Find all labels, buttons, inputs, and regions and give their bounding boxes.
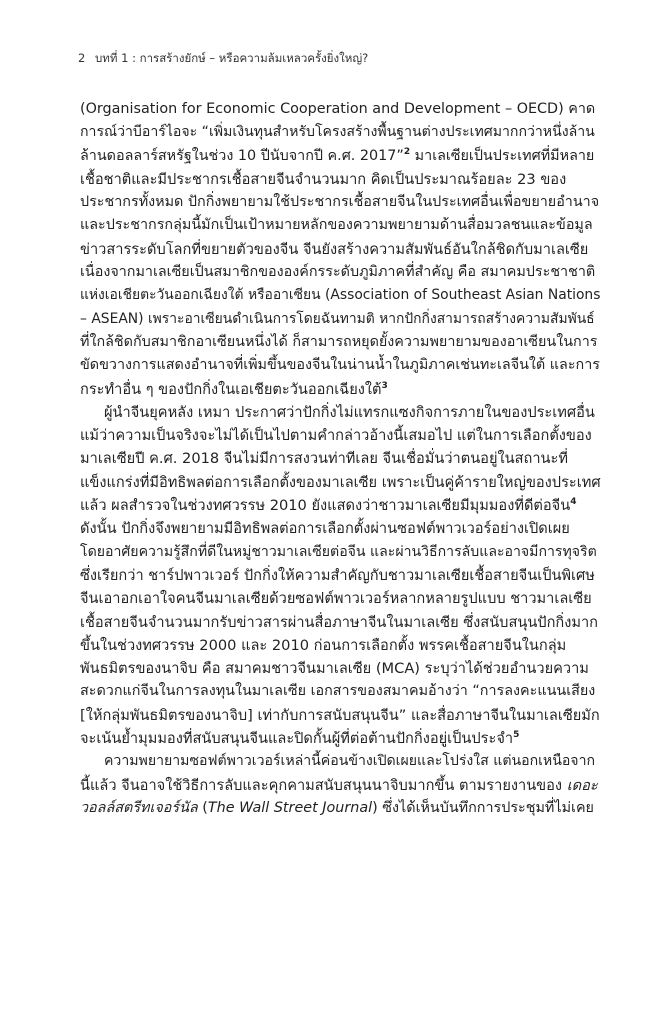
footnote-marker: 4 — [570, 497, 577, 508]
line-text: ขึ้นในช่วงทศวรรษ 2000 และ 2010 ก่อนการเลือกตั้ง พรรคเชื้อสายจีนในกลุ่ม — [80, 636, 567, 654]
line-text: มาเลเซียเป็นประเทศที่มีหลาย — [410, 147, 595, 164]
line-text: ความพยายามซอฟต์พาวเวอร์เหล่านี้ค่อนข้างเปิดเผยและโปร่งใส แต่นอกเหนือจาก — [104, 753, 596, 770]
line-text: จะเน้นย้ำมุมมองที่สนับสนุนจีนและปิดกั้นผู้ที่ต่อต้านปักกิ่งอยู่เป็นประจำ — [80, 730, 514, 748]
line-text: โดยอาศัยความรู้สึกที่ดีในหมู่ชาวมาเลเซียต่อจีน และผ่านวิธีการลับและอาจมีการทุจริต — [80, 543, 597, 560]
line-text: ประชากรทั้งหมด ปักกิ่งพยายามใช้ประชากรเชื้อสายจีนในประเทศอื่นเพื่อขยายอำนาจ — [80, 194, 600, 211]
text-line — [80, 401, 600, 424]
line-text: ล้านดอลลาร์สหรัฐในช่วง 10 ปีนับจากปี ค.ศ. 2017” — [80, 147, 404, 164]
line-text: ( — [197, 799, 208, 816]
line-text: แม้ว่าความเป็นจริงจะไม่ได้เป็นไปตามคำกล่าวอ้างนี้เสมอไป แต่ในการเลือกตั้งของ — [80, 427, 592, 445]
line-text: แข็งแกร่งที่มีอิทธิพลต่อการเลือกตั้งของมาเลเซีย เพราะเป็นคู่ค้ารายใหญ่ของประเทศ — [80, 473, 601, 491]
line-text: – ASEAN) เพราะอาเซียนดำเนินการโดยฉันทามติ หากปักกิ่งสามารถสร้างความสัมพันธ์ — [80, 310, 595, 327]
text-line — [80, 214, 600, 237]
text-line — [80, 238, 600, 261]
line-text: นี้แล้ว จีนอาจใช้วิธีการลับและคุกคามสนับสนุนนาจิบมากขึ้น ตามรายงานของ — [80, 776, 567, 794]
line-text: ผู้นำจีนยุคหลัง เหมา ประกาศว่าปักกิ่งไม่แทรกแซงกิจการภายในของประเทศอื่น — [104, 403, 595, 421]
text-line — [80, 774, 600, 797]
paragraph — [80, 98, 600, 401]
italic-text: วอลล์สตรีทเจอร์นัล — [80, 799, 198, 816]
line-text: (Organisation for Economic Cooperation and Development – OECD) คาด — [80, 101, 596, 117]
line-text: พันธมิตรของนาจิบ คือ สมาคมชาวจีนมาเลเซีย (MCA) ระบุว่าได้ช่วยอำนวยความ — [80, 660, 589, 678]
text-line — [80, 331, 600, 354]
line-text: กระทำอื่น ๆ ของปักกิ่งในเอเชียตะวันออกเฉียงใต้ — [80, 380, 382, 398]
text-line — [80, 564, 600, 587]
running-header — [78, 50, 368, 68]
line-text: ดังนั้น ปักกิ่งจึงพยายามมีอิทธิพลต่อการเลือกตั้งผ่านซอฟต์พาวเวอร์อย่างเปิดเผย — [80, 520, 570, 538]
text-line — [80, 680, 600, 703]
text-line — [80, 121, 600, 144]
line-text: เนื่องจากมาเลเซียเป็นสมาชิกขององค์กรระดับภูมิภาคที่สำคัญ คือ สมาคมประชาชาติ — [80, 264, 596, 281]
line-text: ซึ่งเรียกว่า ชาร์ปพาวเวอร์ ปักกิ่งให้ความสำคัญกับชาวมาเลเซียเชื้อสายจีนเป็นพิเศษ — [80, 566, 595, 584]
line-text: เชื้อชาติและมีประชากรเชื้อสายจีนจำนวนมาก คิดเป็นประมาณร้อยละ 23 ของ — [80, 170, 567, 188]
text-line — [80, 424, 600, 447]
text-line — [80, 447, 600, 470]
line-text: แห่งเอเชียตะวันออกเฉียงใต้ หรืออาเซียน (Association of Southeast Asian Nations — [80, 287, 601, 304]
line-text: การณ์ว่าบีอาร์ไอจะ “เพิ่มเงินทุนสำหรับโครงสร้างพื้นฐานต่างประเทศมากกว่าหนึ่งล้าน — [80, 124, 595, 141]
text-line — [80, 797, 600, 820]
italic-text: เดอะ — [566, 776, 598, 794]
line-text: และประชากรกลุ่มนี้มักเป็นเป้าหมายหลักของความพยายามด้านสื่อมวลชนและข้อมูล — [80, 217, 593, 234]
text-line — [80, 98, 600, 121]
line-text: มาเลเซียปี ค.ศ. 2018 จีนไม่มีการสงวนท่าทีเลย จีนเชื่อมั่นว่าตนอยู่ในสถานะที่ — [80, 450, 568, 468]
line-text: ข่าวสารระดับโลกที่ขยายตัวของจีน จีนยังสร้างความสัมพันธ์อันใกล้ชิดกับมาเลเซีย — [80, 240, 589, 258]
text-line — [80, 284, 600, 307]
text-line — [80, 750, 600, 773]
text-line — [80, 471, 600, 494]
text-line — [80, 657, 600, 680]
text-line — [80, 727, 600, 750]
line-text: จีนเอาอกเอาใจคนจีนมาเลเซียด้วยซอฟต์พาวเวอร์หลากหลายรูปแบบ ชาวมาเลเซีย — [80, 590, 592, 608]
text-line — [80, 541, 600, 564]
paragraph — [80, 401, 600, 750]
footnote-marker: 3 — [381, 380, 388, 391]
text-line — [80, 261, 600, 284]
line-text: แล้ว ผลสำรวจในช่วงทศวรรษ 2010 ยังแสดงว่าชาวมาเลเซียมีมุมมองที่ดีต่อจีน — [80, 497, 571, 515]
line-text: ขัดขวางการแสดงอำนาจที่เพิ่มขึ้นของจีนในน่านน้ำในภูมิภาคเช่นทะเลจีนใต้ และการ — [80, 357, 600, 374]
text-line — [80, 611, 600, 634]
text-line — [80, 634, 600, 657]
line-text: เชื้อสายจีนจำนวนมากรับข่าวสารผ่านสื่อภาษาจีนในมาเลเซีย ซึ่งสนับสนุนปักกิ่งมาก — [80, 613, 599, 631]
line-text: [ให้กลุ่มพันธมิตรของนาจิบ] เท่ากับการสนับสนุนจีน” และสื่อภาษาจีนในมาเลเซียมัก — [80, 706, 600, 724]
running-title: บทที่ 1 : การสร้างยักษ์ – หรือความล้มเหลวครั้งยิ่งใหญ่? — [94, 51, 369, 65]
page-number: 2 — [78, 51, 86, 65]
italic-text: The Wall Street Journal — [207, 799, 373, 816]
text-line — [80, 354, 600, 377]
text-line — [80, 191, 600, 214]
text-line — [80, 145, 600, 168]
footnote-marker: 2 — [403, 146, 411, 157]
text-line — [80, 587, 600, 610]
body-text — [80, 98, 600, 820]
line-text: สะดวกแก่จีนในการลงทุนในมาเลเซีย เอกสารของสมาคมอ้างว่า “การลงคะแนนเสียง — [80, 683, 596, 700]
text-line — [80, 494, 600, 517]
line-text: ที่ใกล้ชิดกับสมาชิกอาเซียนหนึ่งได้ ก็สามารถหยุดยั้งความพยายามของอาเซียนในการ — [80, 333, 598, 350]
text-line — [80, 378, 600, 401]
footnote-marker: 5 — [513, 730, 520, 741]
text-line — [80, 517, 600, 540]
text-line — [80, 168, 600, 191]
text-line — [80, 308, 600, 331]
paragraph — [80, 750, 600, 820]
text-line — [80, 704, 600, 727]
line-text: ) ซึ่งได้เห็นบันทึกการประชุมที่ไม่เคย — [372, 799, 594, 816]
